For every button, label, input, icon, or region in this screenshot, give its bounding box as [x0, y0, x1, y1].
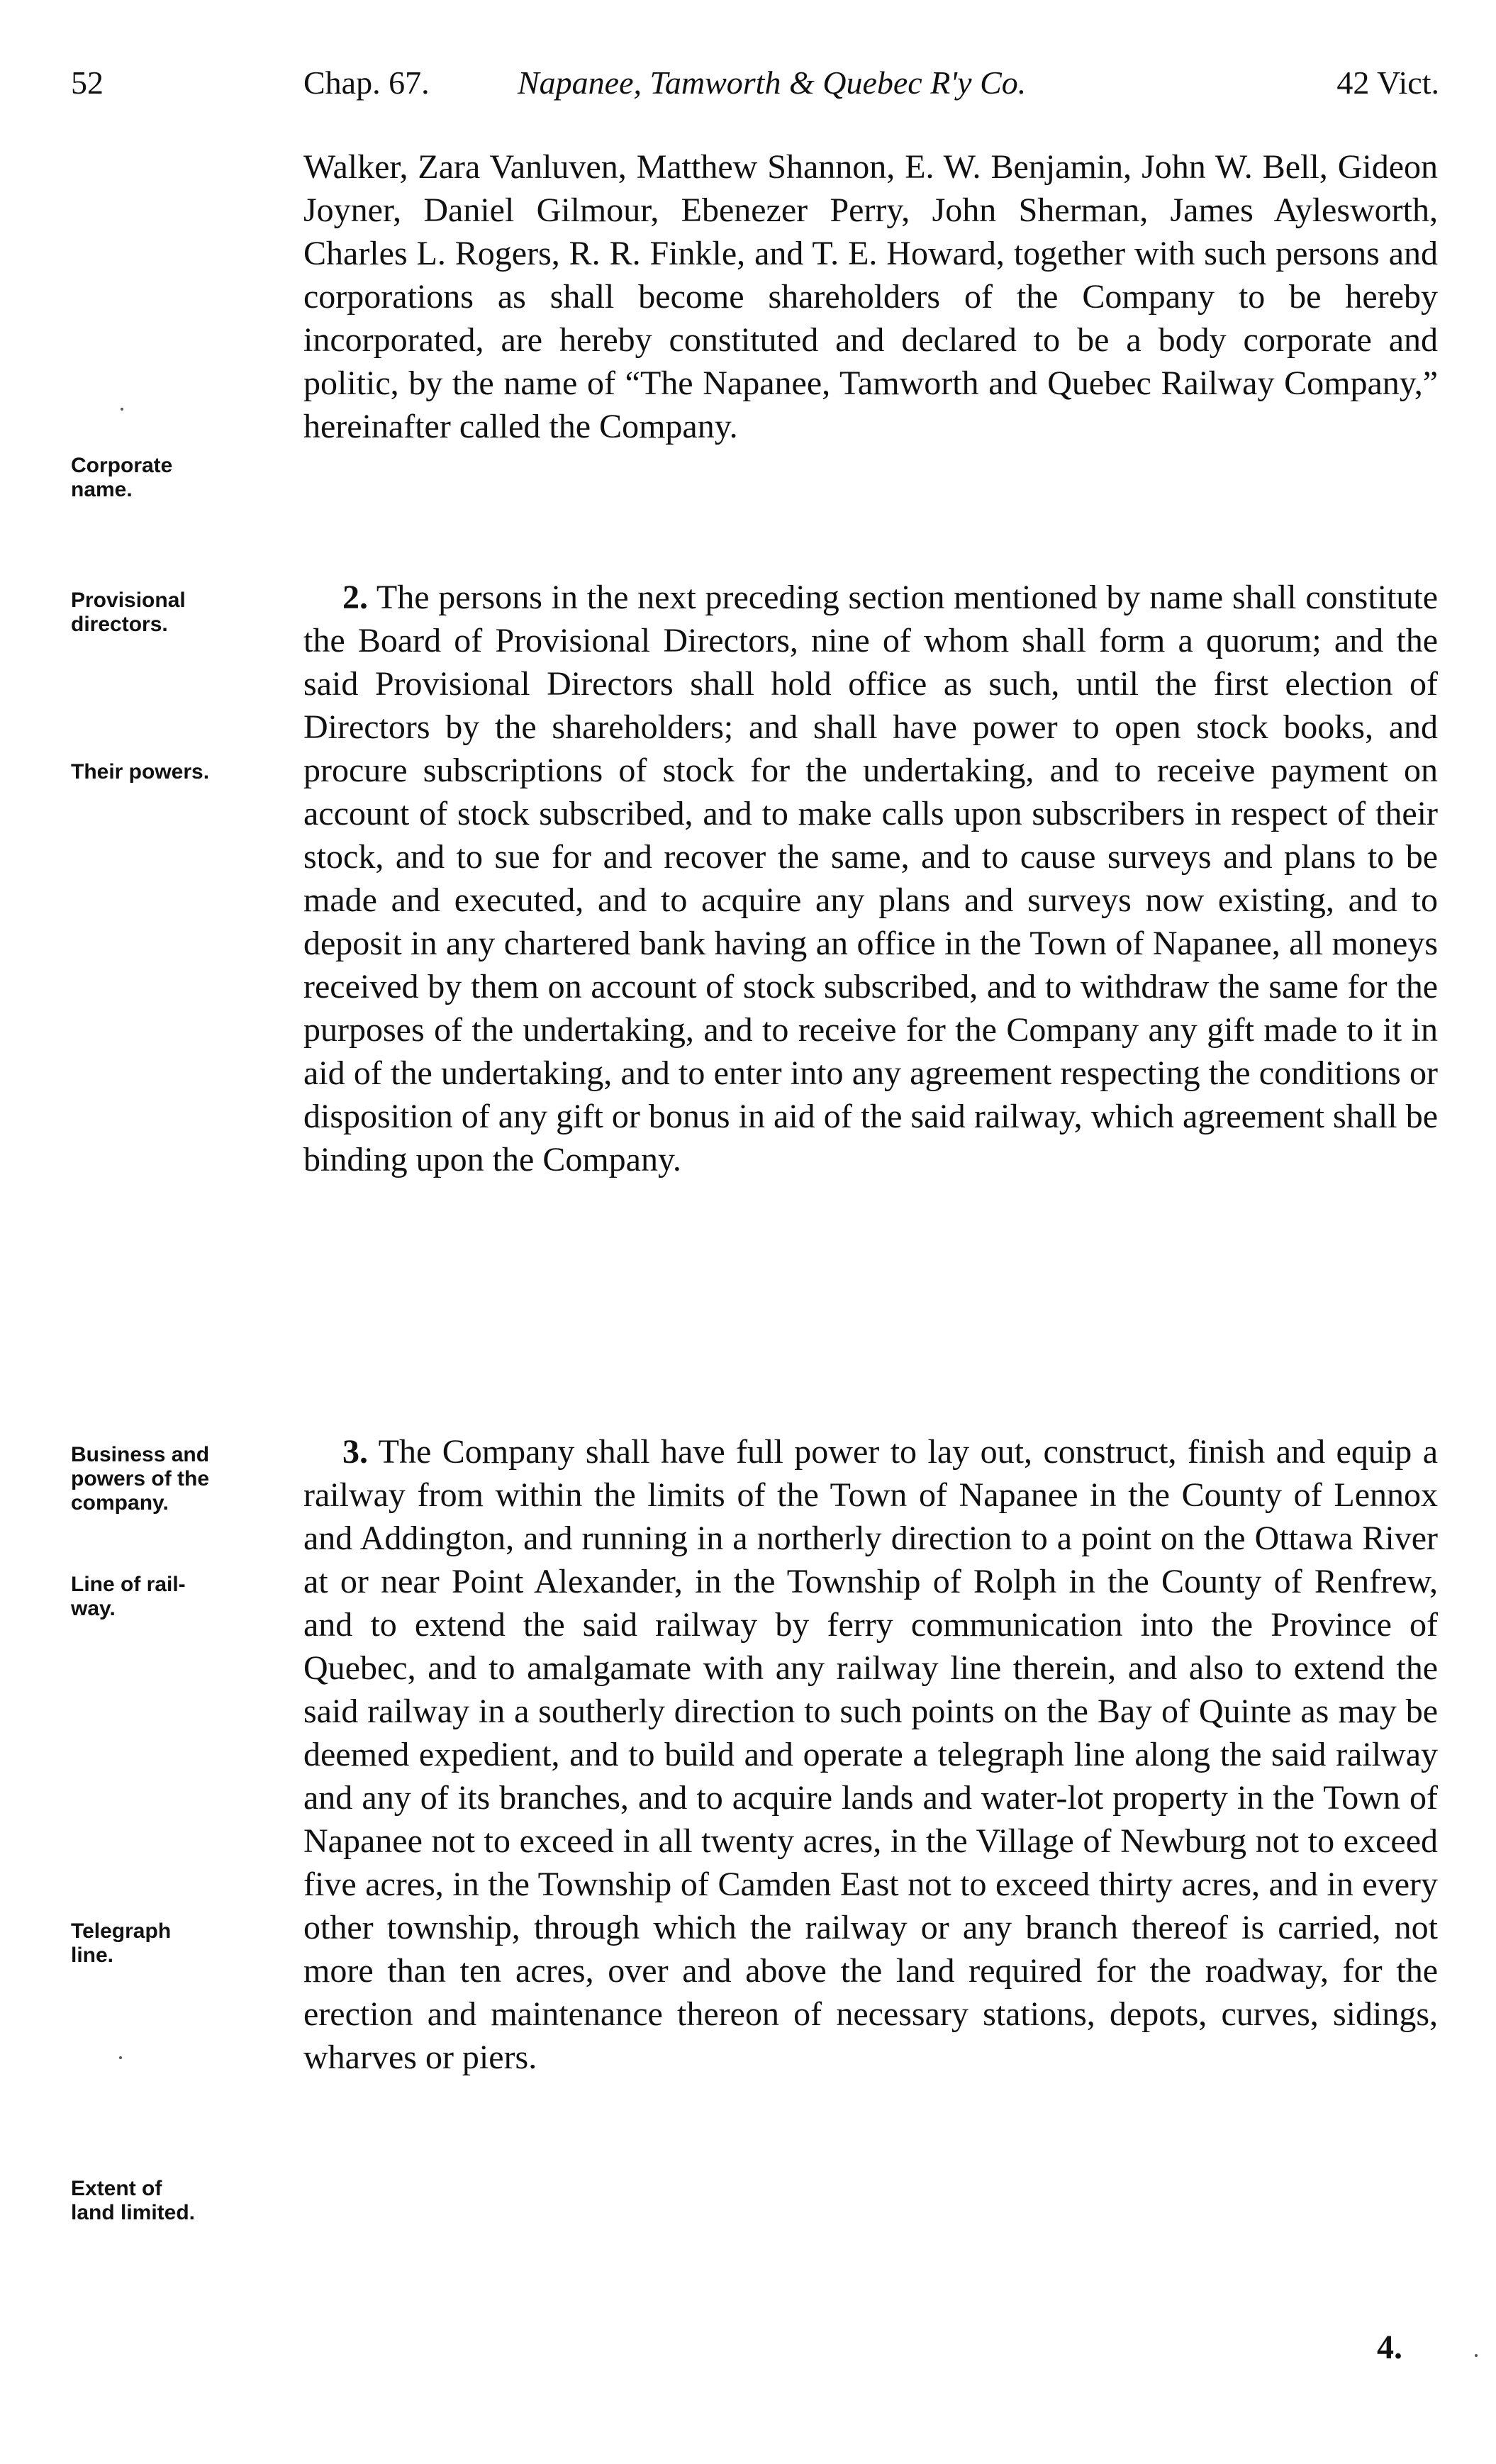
- side-note-business-and-powers: Business and powers of the company.: [71, 1443, 210, 1515]
- side-note-extent-of-land: Extent of land limited.: [71, 2177, 196, 2224]
- section-3-text: The Company shall have full power to lay out, construct, finish and equip a railway from within the limits of the Town of Napanee in the County of Lennox and Addington, and running in a northerly direction to a point on the Ottawa River at or near Point Alexander, in the Township of Rolph in the County of Renfrew, and to extend the said railway by ferry communication into the Province of Quebec, and to amalgamate with any railway line therein, and also to extend the said railway in a southerly direction to such points on the Bay of Quinte as may be deemed expedient, and to build and operate a telegraph line along the said railway and any of its branches, and to acquire lands and water-lot property in the Town of Napanee not to exceed in all twenty acres, in the Village of Newburg not to exceed five acres, in the Township of Camden East not to exceed thirty acres, and in every other township, through which the railway or any branch thereof is carried, not more than ten acres, over and above the land required for the roadway, for the erection and maintenance thereon of necessary stations, depots, curves, sidings, wharves or piers.: [303, 1433, 1438, 2076]
- section-1-text: Walker, Zara Vanluven, Matthew Shannon, E. W. Benjamin, John W. Bell, Gideon Joyner, Daniel Gilmour, Ebenezer Perry, John Sherman, James Aylesworth, Charles L. Rogers, R. R. Finkle, and T. E. Howard, together with such persons and corporations as shall become shareholders of the Company to be hereby incorporated, are hereby constituted and declared to be a body corporate and politic, by the name of “The Napanee, Tamworth and Quebec Railway Company,” hereinafter called the Company.: [303, 148, 1438, 445]
- side-note-provisional-directors: Provisional directors.: [71, 589, 186, 636]
- regnal-year: 42 Vict.: [1336, 65, 1439, 101]
- section-2-text: The persons in the next preceding section mentioned by name shall constitute the Board of Provisional Directors, nine of whom shall form a quorum; and the said Provisional Directors shall hold office as such, until the first election of Directors by the shareholders; and shall have power to open stock books, and procure subscriptions of stock for the undertaking, and to receive payment on account of stock subscribed, and to make calls upon subscribers in respect of their stock, and to sue for and recover the same, and to cause surveys and plans to be made and executed, and to acquire any plans and surveys now existing, and to deposit in any chartered bank having an office in the Town of Napanee, all moneys received by them on account of stock subscribed, and to withdraw the same for the purposes of the undertaking, and to receive for the Company any gift made to it in aid of the undertaking, and to enter into any agreement respecting the conditions or disposition of any gift or bonus in aid of the said railway, which agreement shall be binding upon the Company.: [303, 579, 1439, 1178]
- side-note-their-powers: Their powers.: [71, 760, 210, 784]
- section-2: [303, 576, 1438, 1181]
- page-header: [71, 58, 1439, 108]
- running-title: Napanee, Tamworth & Quebec R'y Co.: [518, 65, 1027, 101]
- section-3: [303, 1430, 1438, 2079]
- section-2-number: 2.: [342, 579, 368, 616]
- section-3-number: 3.: [342, 1433, 368, 1471]
- print-speck: [119, 2056, 122, 2059]
- side-note-line-of-railway: Line of rail- way.: [71, 1573, 186, 1620]
- side-note-telegraph-line: Telegraph line.: [71, 1919, 172, 1967]
- print-speck: [1475, 2354, 1478, 2357]
- side-note-corporate-name: Corporate name.: [71, 454, 173, 501]
- page-number: 52: [71, 65, 104, 101]
- section-1-continuation: [303, 145, 1438, 448]
- print-speck: [121, 408, 123, 411]
- catchword: 4.: [1377, 2329, 1402, 2366]
- chapter-label: Chap. 67.: [303, 65, 430, 101]
